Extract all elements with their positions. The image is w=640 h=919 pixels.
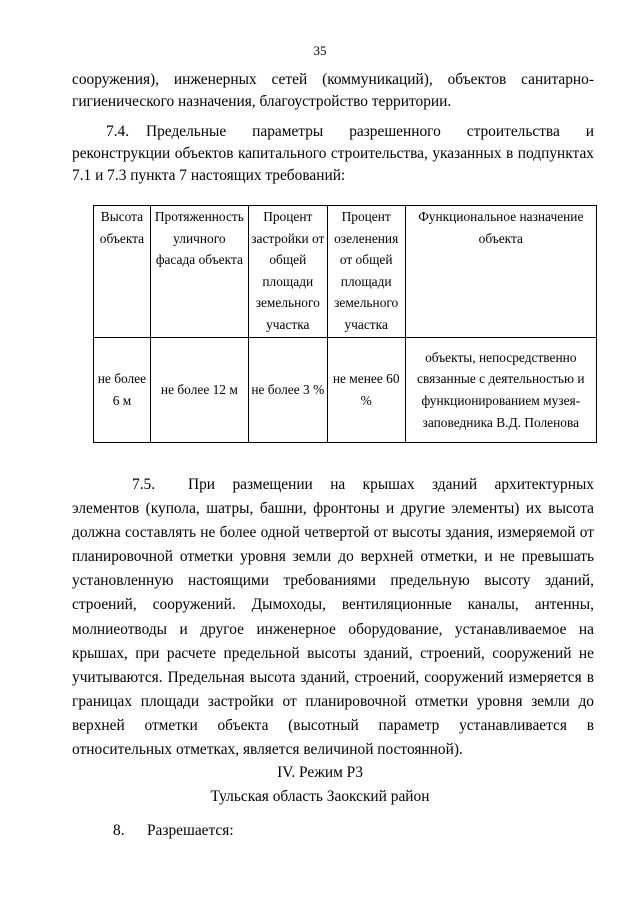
- header-greening-percent: Процент озеленения от общей площади земельного участка: [327, 206, 405, 338]
- section-title: IV. Режим Р3: [277, 764, 363, 781]
- cell-function: объекты, непосредственно связанные с деятельностью и функционированием музея-заповедника В.Д. Поленова: [405, 338, 596, 443]
- item-7-4-number: 7.4.: [106, 123, 130, 140]
- item-7-4: [72, 121, 594, 187]
- header-building-percent: Процент застройки от общей площади земельного участка: [248, 206, 327, 338]
- item-7-5-text: При размещении на крышах зданий архитектурных элементов (купола, шатры, башни, фронтоны и другие элементы) их высота должна составлять не более одной четвертой от высоты здания, измеряемой от планировочной отметки уровня земли до верхней отметки, и не превышать установленную настоящими требованиями предельную высоту зданий, строений, сооружений. Дымоходы, вентиляционные каналы, антенны, молниеотводы и другое инженерное оборудование, устанавливаемое на крышах, при расчете предельной высоты зданий, строений, сооружений не учитываются. Предельная высота зданий, строений, сооружений измеряется в границах площади застройки от планировочной отметки уровня земли до верхней отметки объекта (высотный параметр устанавливается в относительных отметках, является величиной постоянной).: [72, 476, 594, 759]
- cell-height: не более 6 м: [94, 338, 151, 443]
- item-7-5-number: 7.5.: [132, 476, 156, 493]
- item-8: [113, 820, 234, 842]
- section-subtitle: Тульская область Заокский район: [210, 788, 430, 805]
- parameters-table: [93, 205, 597, 443]
- cell-building-percent: не более 3 %: [248, 338, 327, 443]
- table-header-row: [94, 206, 597, 338]
- header-facade-length: Протяженность уличного фасада объекта: [150, 206, 248, 338]
- cell-greening-percent: не менее 60 %: [327, 338, 405, 443]
- cell-facade-length: не более 12 м: [150, 338, 248, 443]
- table-row: [94, 338, 597, 443]
- item-7-5: [72, 473, 594, 762]
- page-number: 35: [313, 43, 327, 58]
- paragraph-continuation: сооружения), инженерных сетей (коммуникаций), объектов санитарно-гигиенического назначения, благоустройство территории.: [72, 71, 594, 110]
- item-8-number: 8.: [113, 822, 125, 839]
- header-function: Функциональное назначение объекта: [405, 206, 596, 338]
- item-8-text: Разрешается:: [147, 822, 234, 839]
- header-height: Высота объекта: [94, 206, 151, 338]
- item-7-4-text: Предельные параметры разрешенного строительства и реконструкции объектов капитального строительства, указанных в подпунктах 7.1 и 7.3 пункта 7 настоящих требований:: [72, 123, 594, 184]
